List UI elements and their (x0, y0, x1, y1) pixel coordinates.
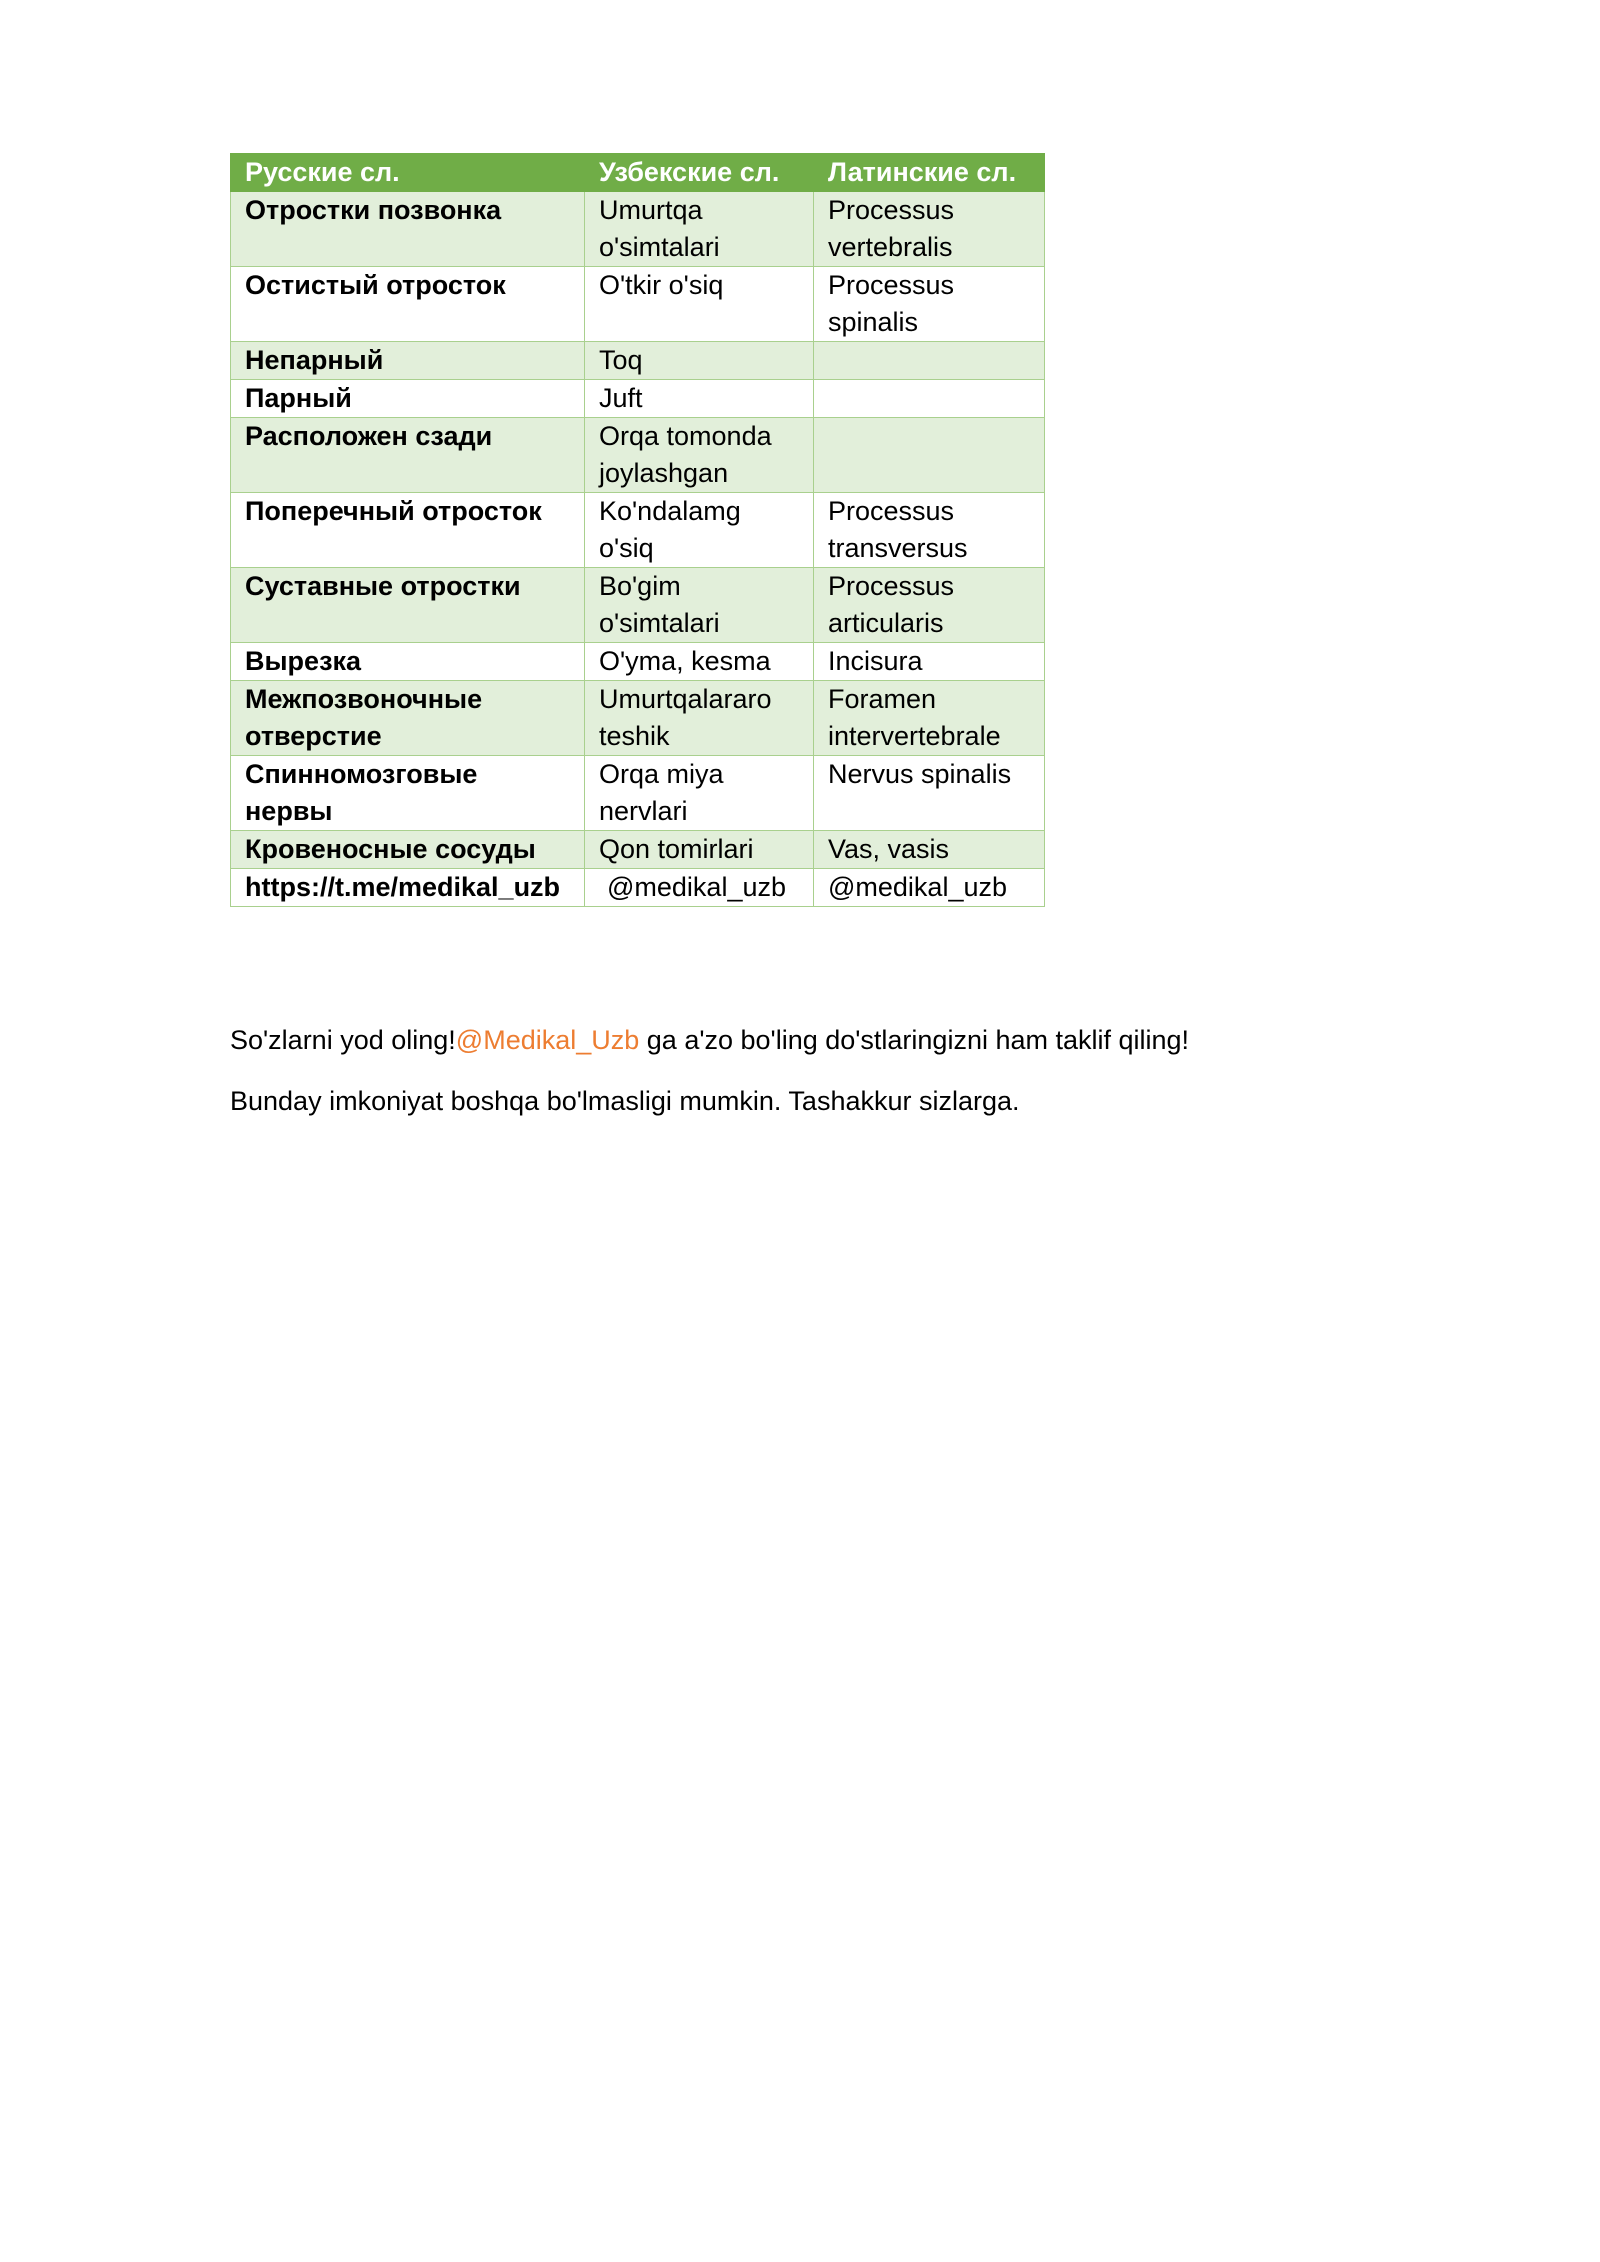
note-paragraph-1 (230, 1022, 1189, 1059)
table-header-row (231, 154, 1045, 192)
table-row (231, 831, 1045, 869)
cell-russian: Кровеносные сосуды (231, 831, 585, 869)
table-row (231, 568, 1045, 643)
cell-latin: Vas, vasis (814, 831, 1045, 869)
cell-russian: Спинномозговые нервы (231, 756, 585, 831)
header-uzbek: Узбекские сл. (585, 154, 814, 192)
table-row (231, 681, 1045, 756)
cell-russian: Поперечный отросток (231, 493, 585, 568)
cell-uzbek: Orqa miya nervlari (585, 756, 814, 831)
cell-latin: Incisura (814, 643, 1045, 681)
cell-uzbek: Ko'ndalamg o'siq (585, 493, 814, 568)
table-row (231, 643, 1045, 681)
note-text: ga a'zo bo'ling do'stlaringizni ham taklif qiling! (639, 1025, 1190, 1055)
cell-telegram-link: https://t.me/medikal_uzb (231, 869, 585, 907)
cell-russian: Межпозвоночные отверстие (231, 681, 585, 756)
cell-latin: Nervus spinalis (814, 756, 1045, 831)
table-row (231, 493, 1045, 568)
table-row (231, 756, 1045, 831)
note-paragraph-2: Bunday imkoniyat boshqa bo'lmasligi mumkin. Tashakkur sizlarga. (230, 1086, 1020, 1116)
header-latin: Латинские сл. (814, 154, 1045, 192)
cell-latin: Foramen intervertebrale (814, 681, 1045, 756)
cell-russian: Остистый отросток (231, 267, 585, 342)
cell-uzbek: Umurtqalararo teshik (585, 681, 814, 756)
cell-russian: Парный (231, 380, 585, 418)
cell-latin (814, 418, 1045, 493)
cell-uzbek: Orqa tomonda joylashgan (585, 418, 814, 493)
cell-uzbek: Qon tomirlari (585, 831, 814, 869)
cell-latin: Processus spinalis (814, 267, 1045, 342)
cell-latin (814, 342, 1045, 380)
cell-latin: Processus vertebralis (814, 192, 1045, 267)
cell-uzbek: Umurtqa o'simtalari (585, 192, 814, 267)
table-row (231, 380, 1045, 418)
table-row (231, 267, 1045, 342)
cell-russian: Отростки позвонка (231, 192, 585, 267)
table-row (231, 342, 1045, 380)
cell-uzbek: O'yma, kesma (585, 643, 814, 681)
cell-uzbek: Toq (585, 342, 814, 380)
cell-russian: Непарный (231, 342, 585, 380)
cell-russian: Суставные отростки (231, 568, 585, 643)
table-row (231, 869, 1045, 907)
cell-telegram-handle: @medikal_uzb (585, 869, 814, 907)
cell-latin (814, 380, 1045, 418)
table-row (231, 192, 1045, 267)
cell-latin: Processus articularis (814, 568, 1045, 643)
cell-uzbek: Juft (585, 380, 814, 418)
cell-uzbek: Bo'gim o'simtalari (585, 568, 814, 643)
cell-russian: Вырезка (231, 643, 585, 681)
channel-mention[interactable]: @Medikal_Uzb (455, 1025, 640, 1055)
header-russian: Русские сл. (231, 154, 585, 192)
cell-russian: Расположен сзади (231, 418, 585, 493)
vocabulary-table (230, 153, 1045, 907)
cell-uzbek: O'tkir o'siq (585, 267, 814, 342)
cell-telegram-handle: @medikal_uzb (814, 869, 1045, 907)
note-text: So'zlarni yod oling! (230, 1025, 456, 1055)
table-row (231, 418, 1045, 493)
cell-latin: Processus transversus (814, 493, 1045, 568)
